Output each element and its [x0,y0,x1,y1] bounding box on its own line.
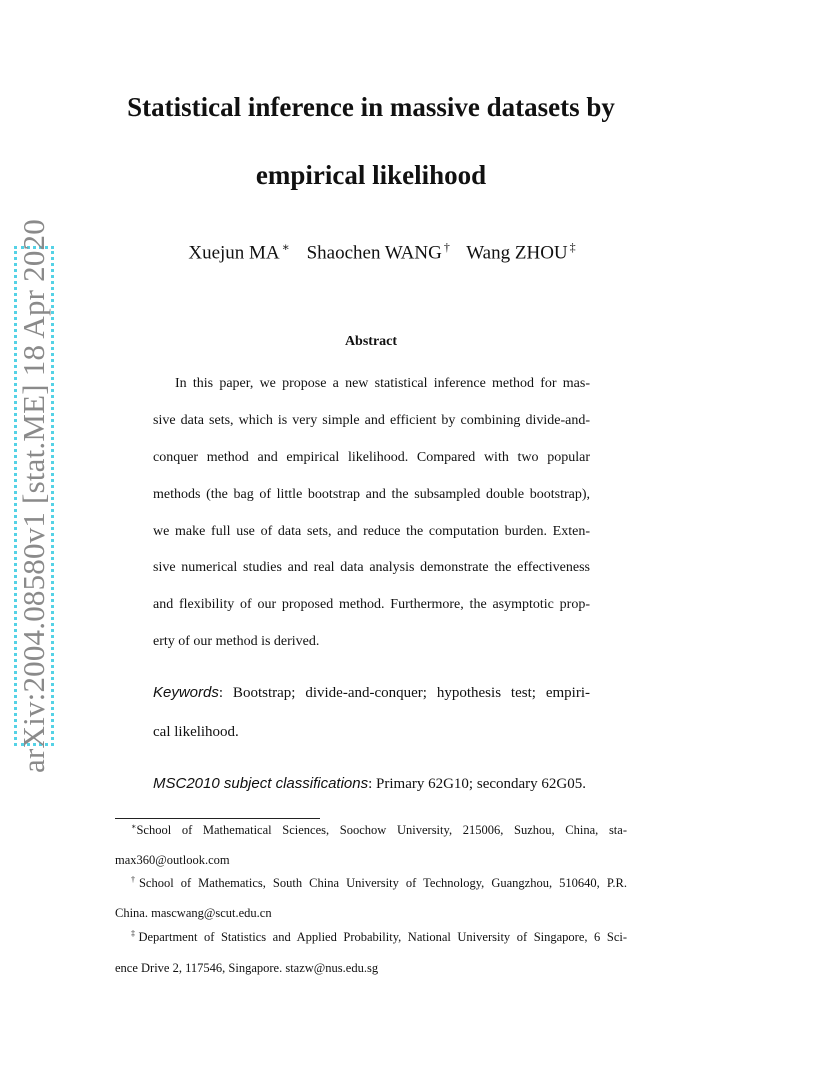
arxiv-side-stamp[interactable] [14,219,54,773]
abstract-line: erty of our method is derived. [153,634,320,649]
author-footnote-mark[interactable]: ‡ [569,240,576,254]
author-footnote-mark[interactable]: ∗ [281,240,290,254]
abstract-line: we make full use of data sets, and reduce the computation burden. Exten- [153,524,590,539]
author-name: Shaochen WANG [306,242,442,264]
footnote-text: Department of Statistics and Applied Probability, National University of Singapore, 6 Sci- [138,930,627,945]
abstract-line: sive numerical studies and real data analysis demonstrate the effectiveness [153,560,590,575]
footnote-3 [131,929,627,945]
footnote-mark: ‡ [131,929,139,938]
abstract-heading: Abstract [344,334,398,349]
abstract-line: In this paper, we propose a new statistical inference method for mas- [175,376,590,391]
keywords-label: Keywords [153,684,219,701]
footnote-mark: † [131,875,139,884]
abstract-line: sive data sets, which is very simple and efficient by combining divide-and- [153,413,590,428]
footnote-1 [131,822,627,838]
paper-title-line-1: Statistical inference in massive datasets by [127,92,615,122]
keywords-line-2: cal likelihood. [153,724,239,740]
author-footnote-mark[interactable]: † [443,240,450,254]
footnote-3-email[interactable]: ence Drive 2, 117546, Singapore. stazw@nus.edu.sg [115,961,379,975]
arxiv-identifier[interactable]: arXiv:2004.08580v1 [stat.ME] 18 Apr 2020 [16,219,51,773]
footnote-2 [131,875,627,891]
keywords-text: : Bootstrap; divide-and-conquer; hypothesis test; empiri- [218,685,590,701]
abstract-line: and flexibility of our proposed method. Furthermore, the asymptotic prop- [153,597,590,612]
abstract-line: conquer method and empirical likelihood. Compared with two popular [153,450,590,465]
footnote-mark: ∗ [131,822,137,831]
footnote-text: School of Mathematics, South China University of Technology, Guangzhou, 510640, P.R. [138,876,627,891]
abstract-line: methods (the bag of little bootstrap and the subsampled double bootstrap), [153,487,590,502]
footnote-text: School of Mathematical Sciences, Soochow University, 215006, Suzhou, China, sta- [136,823,627,838]
paper-title-line-2: empirical likelihood [255,160,487,190]
author-list [0,240,764,264]
footnote-1-email[interactable]: max360@outlook.com [115,853,230,867]
msc-label: MSC2010 subject classifications [153,775,369,792]
author-name: Xuejun MA [188,242,280,264]
msc-text: : Primary 62G10; secondary 62G05. [368,776,586,792]
footnote-2-email[interactable]: China. mascwang@scut.edu.cn [115,906,272,920]
author-name: Wang ZHOU [466,242,568,264]
msc-classification [153,775,586,793]
footnote-rule [115,818,320,819]
keywords-line [153,684,590,702]
